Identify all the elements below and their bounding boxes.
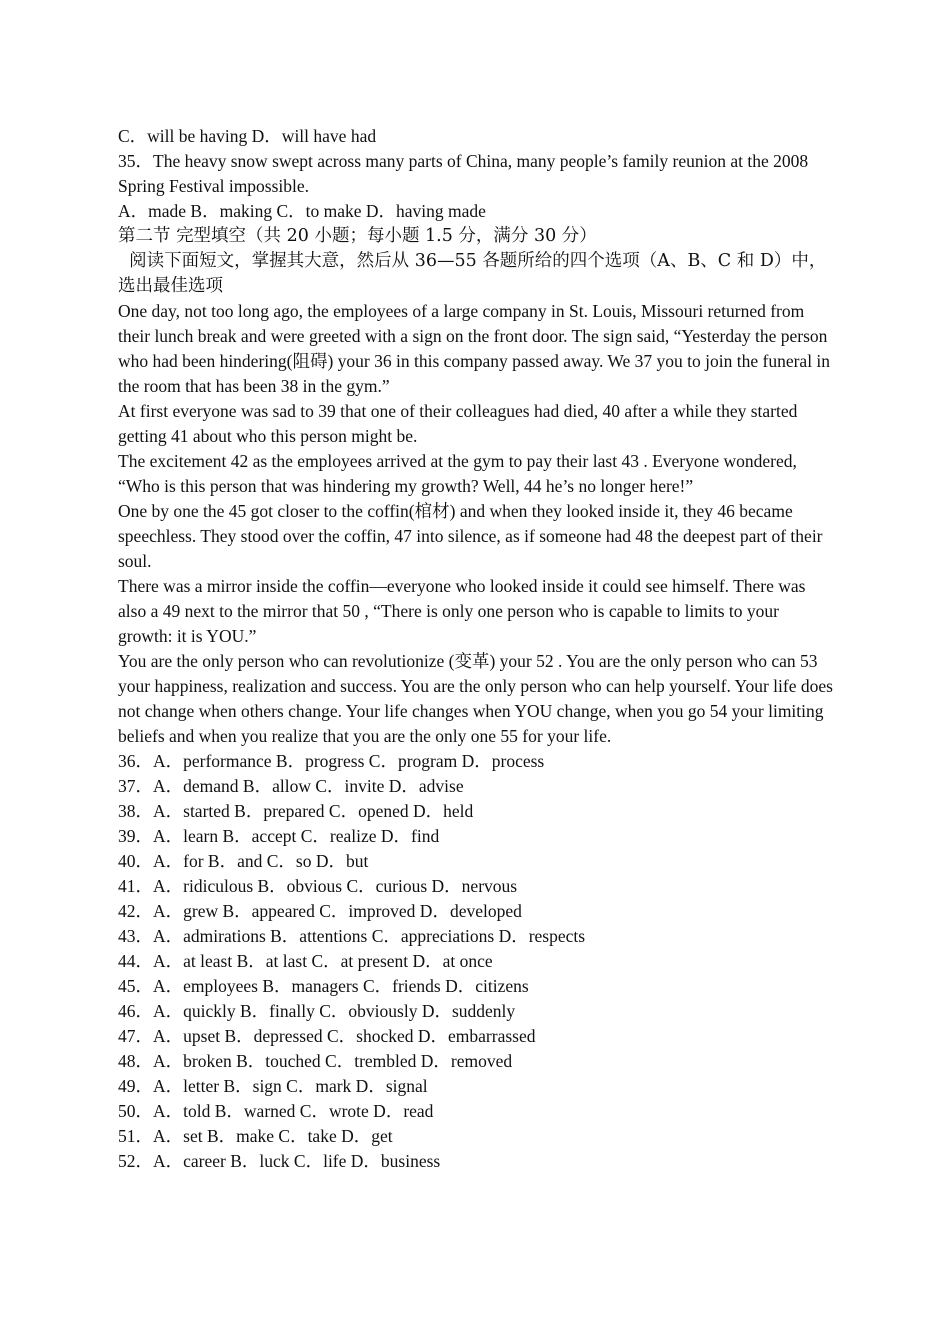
passage-paragraph-3: The excitement 42 as the employees arrived at the gym to pay their last 43 . Everyone wondered, “Who is this person that was hindering my growth? Well, 44 he’s no longer here!” — [118, 451, 797, 496]
passage-paragraph-5: There was a mirror inside the coffin—everyone who looked inside it could see himself. There was also a 49 next to the mirror that 50 , “There is only one person who is capable to limits to your growth: it is YOU.” — [118, 576, 806, 646]
question-41-options: 41．A．ridiculous B．obvious C．curious D．nervous — [118, 876, 518, 896]
passage-paragraph-6: You are the only person who can revolutionize (变革) your 52 . You are the only person who can 53 your happiness, realization and success. You are the only person who can help yourself. Your life does not change when others change. Your life changes when YOU change, when you go 54 your limiting beliefs and when you realize that you are the only one 55 for your life. — [118, 651, 833, 746]
passage-paragraph-2: At first everyone was sad to 39 that one of their colleagues had died, 40 after a while they started getting 41 about who this person might be. — [118, 401, 798, 446]
question-45-options: 45．A．employees B．managers C．friends D．citizens — [118, 976, 529, 996]
question-43-options: 43．A．admirations B．attentions C．appreciations D．respects — [118, 926, 586, 946]
instruction: 阅读下面短文，掌握其大意，然后从 36—55 各题所给的四个选项（A、B、C 和 D）中，选出最佳选项 — [118, 251, 827, 296]
question-42-options: 42．A．grew B．appeared C．improved D．developed — [118, 901, 522, 921]
question-38-options: 38．A．started B．prepared C．opened D．held — [118, 801, 474, 821]
question-51-options: 51．A．set B．make C．take D．get — [118, 1126, 393, 1146]
question-47-options: 47．A．upset B．depressed C．shocked D．embarrassed — [118, 1026, 536, 1046]
answer-options-35: A．made B．making C．to make D．having made — [118, 201, 486, 221]
question-49-options: 49．A．letter B．sign C．mark D．signal — [118, 1076, 428, 1096]
question-35: 35．The heavy snow swept across many parts of China, many people’s family reunion at the 2008 Spring Festival impossible. — [118, 151, 809, 196]
section-title: 第二节 完型填空（共 20 小题；每小题 1.5 分，满分 30 分） — [118, 226, 597, 246]
question-46-options: 46．A．quickly B．finally C．obviously D．suddenly — [118, 1001, 516, 1021]
question-48-options: 48．A．broken B．touched C．trembled D．removed — [118, 1051, 513, 1071]
question-37-options: 37．A．demand B．allow C．invite D．advise — [118, 776, 464, 796]
cloze-passage — [118, 299, 834, 749]
question-40-options: 40．A．for B．and C．so D．but — [118, 851, 369, 871]
question-39-options: 39．A．learn B．accept C．realize D．find — [118, 826, 440, 846]
document-page — [118, 124, 834, 1174]
question-36-options: 36．A．performance B．progress C．program D．process — [118, 751, 545, 771]
answer-options-34: C．will be having D．will have had — [118, 126, 377, 146]
question-44-options: 44．A．at least B．at last C．at present D．at once — [118, 951, 493, 971]
question-52-options: 52．A．career B．luck C．life D．business — [118, 1151, 441, 1171]
passage-paragraph-1: One day, not too long ago, the employees of a large company in St. Louis, Missouri returned from their lunch break and were greeted with a sign on the front door. The sign said, “Yesterday the person who had been hindering(阻碍) your 36 in this company passed away. We 37 you to join the funeral in the room that has been 38 in the gym.” — [118, 301, 831, 396]
question-options-list — [118, 749, 834, 1174]
question-50-options: 50．A．told B．warned C．wrote D．read — [118, 1101, 434, 1121]
passage-paragraph-4: One by one the 45 got closer to the coffin(棺材) and when they looked inside it, they 46 became speechless. They stood over the coffin, 47 into silence, as if someone had 48 the deepest part of their soul. — [118, 501, 823, 571]
